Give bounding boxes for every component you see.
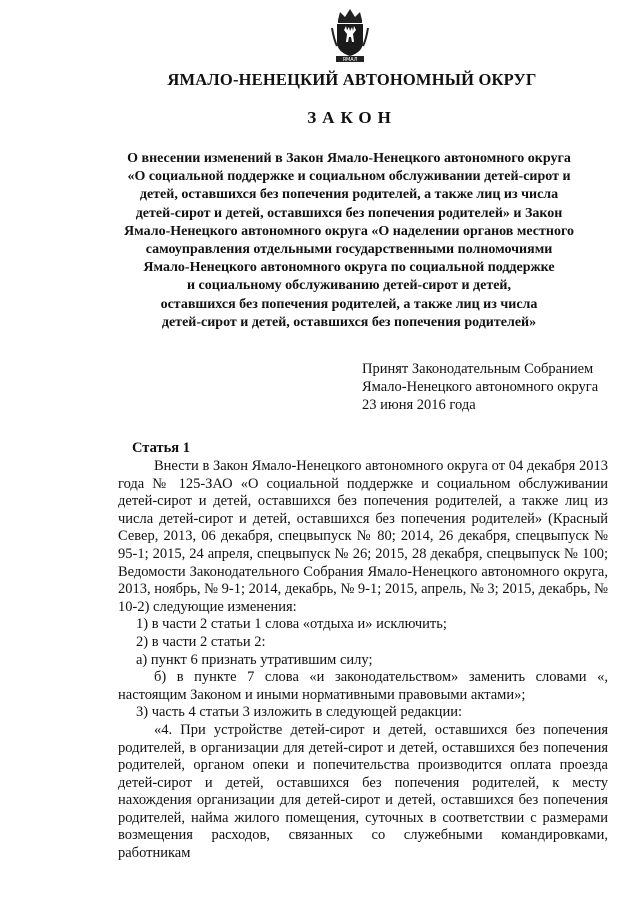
- document-type: ЗАКОН: [307, 108, 397, 127]
- subject-line: «О социальной поддержке и социальном обслуживании детей-сирот и: [127, 169, 571, 185]
- article-heading: Статья 1: [132, 440, 190, 456]
- list-item: 3) часть 4 статьи 3 изложить в следующей редакции:: [136, 704, 462, 721]
- adoption-line: Принят Законодательным Собранием: [362, 361, 594, 377]
- article-body: [118, 458, 608, 863]
- subject-line: Ямало-Ненецкого автономного округа «О наделении органов местного: [124, 223, 574, 239]
- emblem-motto: ЯМАЛ: [342, 57, 358, 63]
- article-intro: Внести в Закон Ямало-Ненецкого автономного округа от 04 декабря 2013 года № 125-ЗАО «О социальной поддержке и социальном обслуживании детей-сирот и детей, оставшихся без попечения родителей, а также лиц из числа детей-сирот и детей, оставшихся без попечения родителей» (Красный Север, 2013, 06 декабря, спецвыпуск № 80; 2014, 26 декабря, спецвыпуск № 95-1; 2015, 24 апреля, спецвыпуск № 26; 2015, 28 декабря, спецвыпуск № 100; Ведомости Законодательного Собрания Ямало-Ненецкого автономного округа, 2013, ноябрь, № 9-1; 2014, декабрь, № 9-1; 2015, апрель, № 3; 2015, декабрь, № 10-2) следующие изменения:: [118, 458, 608, 615]
- adoption-note: [362, 360, 622, 414]
- subject-line: самоуправления отдельными государственными полномочиями: [145, 242, 553, 258]
- subject-line: оставшихся без попечения родителей, а также лиц из числа: [160, 296, 538, 312]
- list-item: 1) в части 2 статьи 1 слова «отдыха и» исключить;: [136, 616, 447, 633]
- region-title: ЯМАЛО-НЕНЕЦКИЙ АВТОНОМНЫЙ ОКРУГ: [167, 70, 537, 89]
- list-item: 2) в части 2 статьи 2:: [136, 633, 266, 650]
- list-item: а) пункт 6 признать утратившим силу;: [136, 651, 373, 668]
- subject-line: детей-сирот и детей, оставшихся без попечения родителей»: [161, 314, 537, 330]
- yamal-coat-of-arms-icon: [328, 6, 372, 64]
- adoption-date: 23 июня 2016 года: [362, 397, 476, 413]
- subject-line: Ямало-Ненецкого автономного округа по социальной поддержке: [143, 260, 555, 276]
- quoted-text: «4. При устройстве детей-сирот и детей, оставшихся без попечения родителей, в организации для детей-сирот и детей, оставшихся без попечения родителей, органом опеки и попечительства производится оплата проезда детей-сирот и детей, оставшихся без попечения родителей, к месту нахождения организации для детей-сирот и детей, оставшихся без попечения родителей, найма жилого помещения, суточных в соответствии с размерами возмещения расходов, связанных со служебными командировками, работникам: [118, 721, 608, 862]
- adoption-line: Ямало-Ненецкого автономного округа: [362, 379, 599, 395]
- law-subject: [104, 150, 594, 332]
- subject-line: детей-сирот и детей, оставшихся без попечения родителей» и Закон: [135, 205, 563, 221]
- subject-line: О внесении изменений в Закон Ямало-Ненецкого автономного округа: [127, 151, 571, 166]
- subject-line: и социальному обслуживанию детей-сирот и детей,: [186, 278, 512, 294]
- list-item: б) в пункте 7 слова «и законодательством» заменить словами «, настоящим Законом и иными нормативными правовыми актами»;: [118, 669, 608, 703]
- subject-line: детей, оставшихся без попечения родителей, а также лиц из числа: [139, 187, 559, 203]
